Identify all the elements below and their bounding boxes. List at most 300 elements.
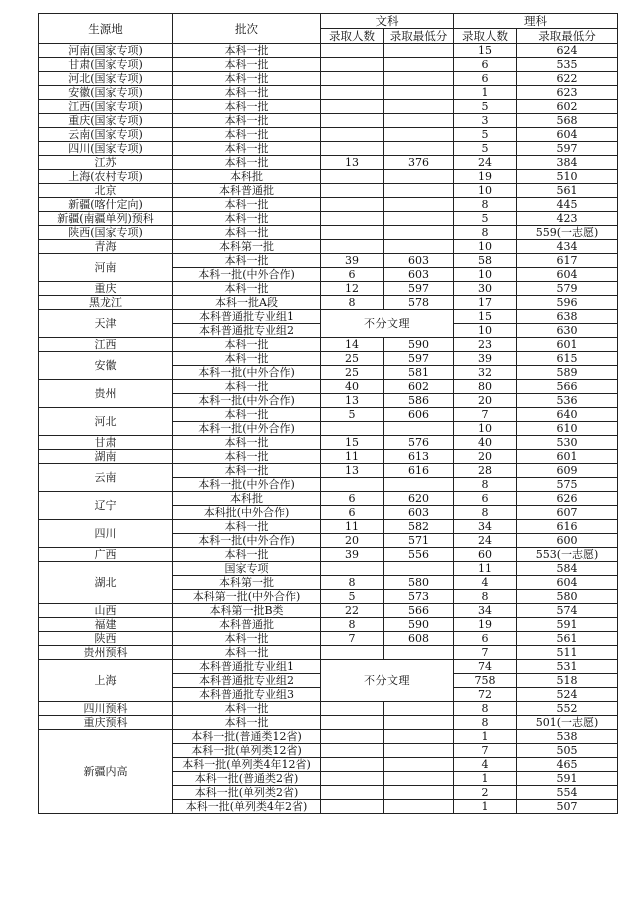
like-count-cell: 10 [454, 422, 517, 436]
batch-cell: 本科普通批专业组3 [173, 688, 321, 702]
batch-cell: 本科普通批 [173, 184, 321, 198]
like-min-score-cell: 630 [517, 324, 618, 338]
batch-cell: 本科一批 [173, 198, 321, 212]
like-count-cell: 19 [454, 170, 517, 184]
batch-cell: 本科一批 [173, 436, 321, 450]
wenke-min-score-cell [384, 758, 454, 772]
province-cell: 甘肃 [39, 436, 173, 450]
province-cell: 青海 [39, 240, 173, 254]
wenke-count-cell [321, 142, 384, 156]
wenke-min-score-cell [384, 702, 454, 716]
like-min-score-cell: 507 [517, 800, 618, 814]
like-min-score-cell: 610 [517, 422, 618, 436]
batch-cell: 本科一批 [173, 632, 321, 646]
like-count-cell: 20 [454, 450, 517, 464]
wenke-count-cell [321, 240, 384, 254]
wenke-min-score-cell: 580 [384, 576, 454, 590]
wenke-min-score-cell: 566 [384, 604, 454, 618]
batch-cell: 本科一批 [173, 58, 321, 72]
like-min-score-cell: 600 [517, 534, 618, 548]
like-min-score-cell: 530 [517, 436, 618, 450]
like-count-cell: 34 [454, 520, 517, 534]
wenke-count-cell: 11 [321, 450, 384, 464]
batch-cell: 本科一批 [173, 548, 321, 562]
wenke-min-score-cell [384, 100, 454, 114]
table-row [39, 58, 618, 72]
like-min-score-cell: 518 [517, 674, 618, 688]
batch-cell: 本科一批(中外合作) [173, 268, 321, 282]
like-count-cell: 4 [454, 576, 517, 590]
batch-cell: 本科批(中外合作) [173, 506, 321, 520]
like-count-cell: 24 [454, 534, 517, 548]
like-count-cell: 15 [454, 44, 517, 58]
table-row [39, 86, 618, 100]
like-count-cell: 20 [454, 394, 517, 408]
wenke-min-score-cell [384, 170, 454, 184]
province-cell: 重庆 [39, 282, 173, 296]
wenke-min-score-cell: 620 [384, 492, 454, 506]
like-min-score-cell: 554 [517, 786, 618, 800]
wenke-count-cell [321, 114, 384, 128]
province-cell: 河南(国家专项) [39, 44, 173, 58]
table-row [39, 436, 618, 450]
like-min-score-cell: 601 [517, 450, 618, 464]
like-count-cell: 39 [454, 352, 517, 366]
batch-cell: 本科一批 [173, 702, 321, 716]
like-count-cell: 4 [454, 758, 517, 772]
table-row [39, 450, 618, 464]
wenke-count-cell: 8 [321, 576, 384, 590]
wenke-min-score-cell: 582 [384, 520, 454, 534]
like-count-cell: 28 [454, 464, 517, 478]
wenke-min-score-cell: 576 [384, 436, 454, 450]
province-cell: 四川预科 [39, 702, 173, 716]
wenke-min-score-cell [384, 772, 454, 786]
batch-cell: 本科一批 [173, 212, 321, 226]
like-count-cell: 8 [454, 702, 517, 716]
batch-cell: 本科普通批专业组2 [173, 324, 321, 338]
header-like: 理科 [454, 14, 618, 29]
province-cell: 黑龙江 [39, 296, 173, 310]
wenke-count-cell: 6 [321, 492, 384, 506]
like-count-cell: 1 [454, 772, 517, 786]
like-min-score-cell: 589 [517, 366, 618, 380]
like-count-cell: 58 [454, 254, 517, 268]
like-min-score-cell: 501(一志愿) [517, 716, 618, 730]
wenke-count-cell [321, 100, 384, 114]
wenke-min-score-cell: 586 [384, 394, 454, 408]
wenke-min-score-cell: 603 [384, 254, 454, 268]
like-min-score-cell: 623 [517, 86, 618, 100]
like-count-cell: 5 [454, 142, 517, 156]
admission-score-sheet [38, 13, 618, 814]
table-row [39, 184, 618, 198]
wenke-count-cell: 39 [321, 548, 384, 562]
batch-cell: 本科一批A段 [173, 296, 321, 310]
batch-cell: 本科第一批(中外合作) [173, 590, 321, 604]
like-count-cell: 8 [454, 226, 517, 240]
like-min-score-cell: 575 [517, 478, 618, 492]
like-count-cell: 17 [454, 296, 517, 310]
wenke-min-score-cell: 590 [384, 338, 454, 352]
table-row [39, 520, 618, 534]
batch-cell: 本科第一批 [173, 576, 321, 590]
wenke-count-cell: 6 [321, 506, 384, 520]
header-batch: 批次 [173, 14, 321, 44]
table-row [39, 604, 618, 618]
province-cell: 云南 [39, 464, 173, 492]
wenke-min-score-cell [384, 198, 454, 212]
wenke-min-score-cell [384, 646, 454, 660]
wenke-min-score-cell: 376 [384, 156, 454, 170]
wenke-min-score-cell [384, 786, 454, 800]
batch-cell: 本科一批(单列类4年12省) [173, 758, 321, 772]
wenke-min-score-cell: 606 [384, 408, 454, 422]
like-min-score-cell: 561 [517, 184, 618, 198]
province-cell: 上海 [39, 660, 173, 702]
no-split-cell: 不分文理 [321, 310, 454, 338]
like-count-cell: 8 [454, 478, 517, 492]
like-min-score-cell: 524 [517, 688, 618, 702]
like-min-score-cell: 609 [517, 464, 618, 478]
batch-cell: 本科一批 [173, 646, 321, 660]
like-min-score-cell: 616 [517, 520, 618, 534]
wenke-min-score-cell: 603 [384, 506, 454, 520]
batch-cell: 本科一批 [173, 450, 321, 464]
wenke-min-score-cell [384, 730, 454, 744]
batch-cell: 本科批 [173, 170, 321, 184]
province-cell: 湖南 [39, 450, 173, 464]
like-min-score-cell: 465 [517, 758, 618, 772]
batch-cell: 本科普通批专业组1 [173, 310, 321, 324]
wenke-min-score-cell: 597 [384, 352, 454, 366]
header-like-min-score: 录取最低分 [517, 29, 618, 44]
wenke-min-score-cell: 602 [384, 380, 454, 394]
wenke-count-cell: 5 [321, 590, 384, 604]
wenke-count-cell [321, 184, 384, 198]
like-min-score-cell: 601 [517, 338, 618, 352]
table-row [39, 632, 618, 646]
wenke-min-score-cell: 608 [384, 632, 454, 646]
like-min-score-cell: 531 [517, 660, 618, 674]
table-row [39, 44, 618, 58]
wenke-count-cell [321, 198, 384, 212]
batch-cell: 本科一批(中外合作) [173, 534, 321, 548]
batch-cell: 本科普通批专业组1 [173, 660, 321, 674]
header-wenke: 文科 [321, 14, 454, 29]
like-count-cell: 40 [454, 436, 517, 450]
batch-cell: 本科一批 [173, 86, 321, 100]
like-count-cell: 1 [454, 730, 517, 744]
province-cell: 贵州 [39, 380, 173, 408]
like-count-cell: 10 [454, 240, 517, 254]
batch-cell: 本科一批 [173, 254, 321, 268]
like-count-cell: 7 [454, 744, 517, 758]
header-province: 生源地 [39, 14, 173, 44]
wenke-min-score-cell: 556 [384, 548, 454, 562]
like-min-score-cell: 584 [517, 562, 618, 576]
wenke-count-cell [321, 716, 384, 730]
like-count-cell: 24 [454, 156, 517, 170]
like-count-cell: 2 [454, 786, 517, 800]
wenke-count-cell [321, 730, 384, 744]
wenke-count-cell [321, 86, 384, 100]
wenke-min-score-cell [384, 240, 454, 254]
wenke-min-score-cell: 597 [384, 282, 454, 296]
table-row [39, 170, 618, 184]
wenke-count-cell: 7 [321, 632, 384, 646]
like-count-cell: 7 [454, 646, 517, 660]
table-row [39, 464, 618, 478]
table-row [39, 114, 618, 128]
like-count-cell: 1 [454, 800, 517, 814]
like-min-score-cell: 423 [517, 212, 618, 226]
like-count-cell: 80 [454, 380, 517, 394]
table-row [39, 548, 618, 562]
like-count-cell: 5 [454, 212, 517, 226]
table-row [39, 100, 618, 114]
wenke-min-score-cell: 616 [384, 464, 454, 478]
wenke-count-cell [321, 212, 384, 226]
like-min-score-cell: 552 [517, 702, 618, 716]
like-count-cell: 60 [454, 548, 517, 562]
batch-cell: 本科一批(单列类12省) [173, 744, 321, 758]
wenke-min-score-cell [384, 44, 454, 58]
batch-cell: 本科一批(单列类4年2省) [173, 800, 321, 814]
like-count-cell: 19 [454, 618, 517, 632]
batch-cell: 本科一批 [173, 44, 321, 58]
like-count-cell: 8 [454, 506, 517, 520]
province-cell: 北京 [39, 184, 173, 198]
batch-cell: 本科一批(中外合作) [173, 366, 321, 380]
wenke-count-cell: 8 [321, 296, 384, 310]
wenke-count-cell: 8 [321, 618, 384, 632]
province-cell: 河北(国家专项) [39, 72, 173, 86]
batch-cell: 国家专项 [173, 562, 321, 576]
wenke-count-cell: 13 [321, 156, 384, 170]
like-min-score-cell: 574 [517, 604, 618, 618]
wenke-count-cell [321, 758, 384, 772]
batch-cell: 本科一批 [173, 72, 321, 86]
batch-cell: 本科一批 [173, 128, 321, 142]
like-min-score-cell: 434 [517, 240, 618, 254]
table-row [39, 156, 618, 170]
table-row [39, 408, 618, 422]
like-count-cell: 6 [454, 58, 517, 72]
wenke-count-cell: 15 [321, 436, 384, 450]
like-min-score-cell: 617 [517, 254, 618, 268]
batch-cell: 本科一批(中外合作) [173, 478, 321, 492]
like-count-cell: 15 [454, 310, 517, 324]
wenke-count-cell: 25 [321, 352, 384, 366]
wenke-count-cell [321, 646, 384, 660]
province-cell: 安徽(国家专项) [39, 86, 173, 100]
like-count-cell: 758 [454, 674, 517, 688]
province-cell: 四川 [39, 520, 173, 548]
wenke-count-cell [321, 128, 384, 142]
wenke-count-cell: 5 [321, 408, 384, 422]
batch-cell: 本科一批(中外合作) [173, 394, 321, 408]
like-count-cell: 72 [454, 688, 517, 702]
batch-cell: 本科一批(普通类12省) [173, 730, 321, 744]
like-min-score-cell: 579 [517, 282, 618, 296]
wenke-min-score-cell: 613 [384, 450, 454, 464]
province-cell: 上海(农村专项) [39, 170, 173, 184]
wenke-min-score-cell: 603 [384, 268, 454, 282]
like-count-cell: 6 [454, 492, 517, 506]
wenke-min-score-cell [384, 86, 454, 100]
province-cell: 山西 [39, 604, 173, 618]
like-min-score-cell: 615 [517, 352, 618, 366]
table-row [39, 338, 618, 352]
like-count-cell: 5 [454, 128, 517, 142]
wenke-count-cell [321, 170, 384, 184]
batch-cell: 本科一批 [173, 464, 321, 478]
province-cell: 新疆(南疆单列)预科 [39, 212, 173, 226]
like-min-score-cell: 538 [517, 730, 618, 744]
batch-cell: 本科一批 [173, 408, 321, 422]
table-row [39, 660, 618, 674]
table-row [39, 282, 618, 296]
like-min-score-cell: 559(一志愿) [517, 226, 618, 240]
like-min-score-cell: 535 [517, 58, 618, 72]
wenke-count-cell: 25 [321, 366, 384, 380]
table-row [39, 128, 618, 142]
like-min-score-cell: 624 [517, 44, 618, 58]
batch-cell: 本科一批 [173, 156, 321, 170]
table-row [39, 72, 618, 86]
like-min-score-cell: 640 [517, 408, 618, 422]
like-count-cell: 10 [454, 324, 517, 338]
like-count-cell: 8 [454, 716, 517, 730]
batch-cell: 本科一批 [173, 114, 321, 128]
province-cell: 新疆内高 [39, 730, 173, 814]
province-cell: 新疆(喀什定向) [39, 198, 173, 212]
like-min-score-cell: 568 [517, 114, 618, 128]
province-cell: 河北 [39, 408, 173, 436]
wenke-count-cell [321, 562, 384, 576]
province-cell: 天津 [39, 310, 173, 338]
table-row [39, 702, 618, 716]
wenke-count-cell [321, 702, 384, 716]
like-count-cell: 8 [454, 590, 517, 604]
like-min-score-cell: 536 [517, 394, 618, 408]
wenke-count-cell: 22 [321, 604, 384, 618]
like-min-score-cell: 511 [517, 646, 618, 660]
like-count-cell: 8 [454, 198, 517, 212]
like-min-score-cell: 510 [517, 170, 618, 184]
wenke-count-cell: 13 [321, 394, 384, 408]
batch-cell: 本科一批 [173, 282, 321, 296]
province-cell: 贵州预科 [39, 646, 173, 660]
wenke-min-score-cell [384, 58, 454, 72]
like-min-score-cell: 622 [517, 72, 618, 86]
province-cell: 江西 [39, 338, 173, 352]
like-min-score-cell: 566 [517, 380, 618, 394]
like-min-score-cell: 580 [517, 590, 618, 604]
like-min-score-cell: 553(一志愿) [517, 548, 618, 562]
batch-cell: 本科一批(中外合作) [173, 422, 321, 436]
table-row [39, 618, 618, 632]
wenke-count-cell: 20 [321, 534, 384, 548]
province-cell: 重庆(国家专项) [39, 114, 173, 128]
like-count-cell: 3 [454, 114, 517, 128]
like-count-cell: 32 [454, 366, 517, 380]
batch-cell: 本科一批 [173, 716, 321, 730]
wenke-count-cell [321, 58, 384, 72]
wenke-count-cell [321, 422, 384, 436]
like-min-score-cell: 591 [517, 772, 618, 786]
wenke-min-score-cell: 581 [384, 366, 454, 380]
wenke-count-cell [321, 72, 384, 86]
like-min-score-cell: 384 [517, 156, 618, 170]
header-like-count: 录取人数 [454, 29, 517, 44]
table-row [39, 352, 618, 366]
province-cell: 重庆预科 [39, 716, 173, 730]
table-row [39, 646, 618, 660]
batch-cell: 本科一批(单列类2省) [173, 786, 321, 800]
table-row [39, 296, 618, 310]
wenke-min-score-cell [384, 800, 454, 814]
batch-cell: 本科普通批 [173, 618, 321, 632]
wenke-count-cell: 14 [321, 338, 384, 352]
wenke-count-cell: 6 [321, 268, 384, 282]
like-count-cell: 5 [454, 100, 517, 114]
wenke-min-score-cell: 578 [384, 296, 454, 310]
wenke-min-score-cell [384, 128, 454, 142]
wenke-min-score-cell [384, 212, 454, 226]
province-cell: 云南(国家专项) [39, 128, 173, 142]
like-min-score-cell: 626 [517, 492, 618, 506]
like-count-cell: 34 [454, 604, 517, 618]
table-row [39, 380, 618, 394]
wenke-min-score-cell [384, 184, 454, 198]
like-min-score-cell: 561 [517, 632, 618, 646]
table-row [39, 254, 618, 268]
batch-cell: 本科批 [173, 492, 321, 506]
like-count-cell: 11 [454, 562, 517, 576]
table-row [39, 240, 618, 254]
table-row [39, 562, 618, 576]
no-split-cell: 不分文理 [321, 660, 454, 702]
batch-cell: 本科一批 [173, 352, 321, 366]
wenke-count-cell [321, 478, 384, 492]
wenke-count-cell: 13 [321, 464, 384, 478]
like-count-cell: 6 [454, 72, 517, 86]
like-min-score-cell: 505 [517, 744, 618, 758]
province-cell: 湖北 [39, 562, 173, 604]
header-wenke-count: 录取人数 [321, 29, 384, 44]
wenke-min-score-cell: 590 [384, 618, 454, 632]
table-row [39, 310, 618, 324]
province-cell: 陕西 [39, 632, 173, 646]
like-min-score-cell: 604 [517, 128, 618, 142]
like-count-cell: 7 [454, 408, 517, 422]
wenke-count-cell [321, 786, 384, 800]
like-min-score-cell: 638 [517, 310, 618, 324]
like-min-score-cell: 607 [517, 506, 618, 520]
like-min-score-cell: 596 [517, 296, 618, 310]
wenke-min-score-cell: 571 [384, 534, 454, 548]
wenke-min-score-cell [384, 72, 454, 86]
header-wenke-min-score: 录取最低分 [384, 29, 454, 44]
wenke-count-cell [321, 44, 384, 58]
wenke-count-cell: 39 [321, 254, 384, 268]
table-row [39, 142, 618, 156]
batch-cell: 本科普通批专业组2 [173, 674, 321, 688]
wenke-min-score-cell [384, 478, 454, 492]
table-row [39, 226, 618, 240]
